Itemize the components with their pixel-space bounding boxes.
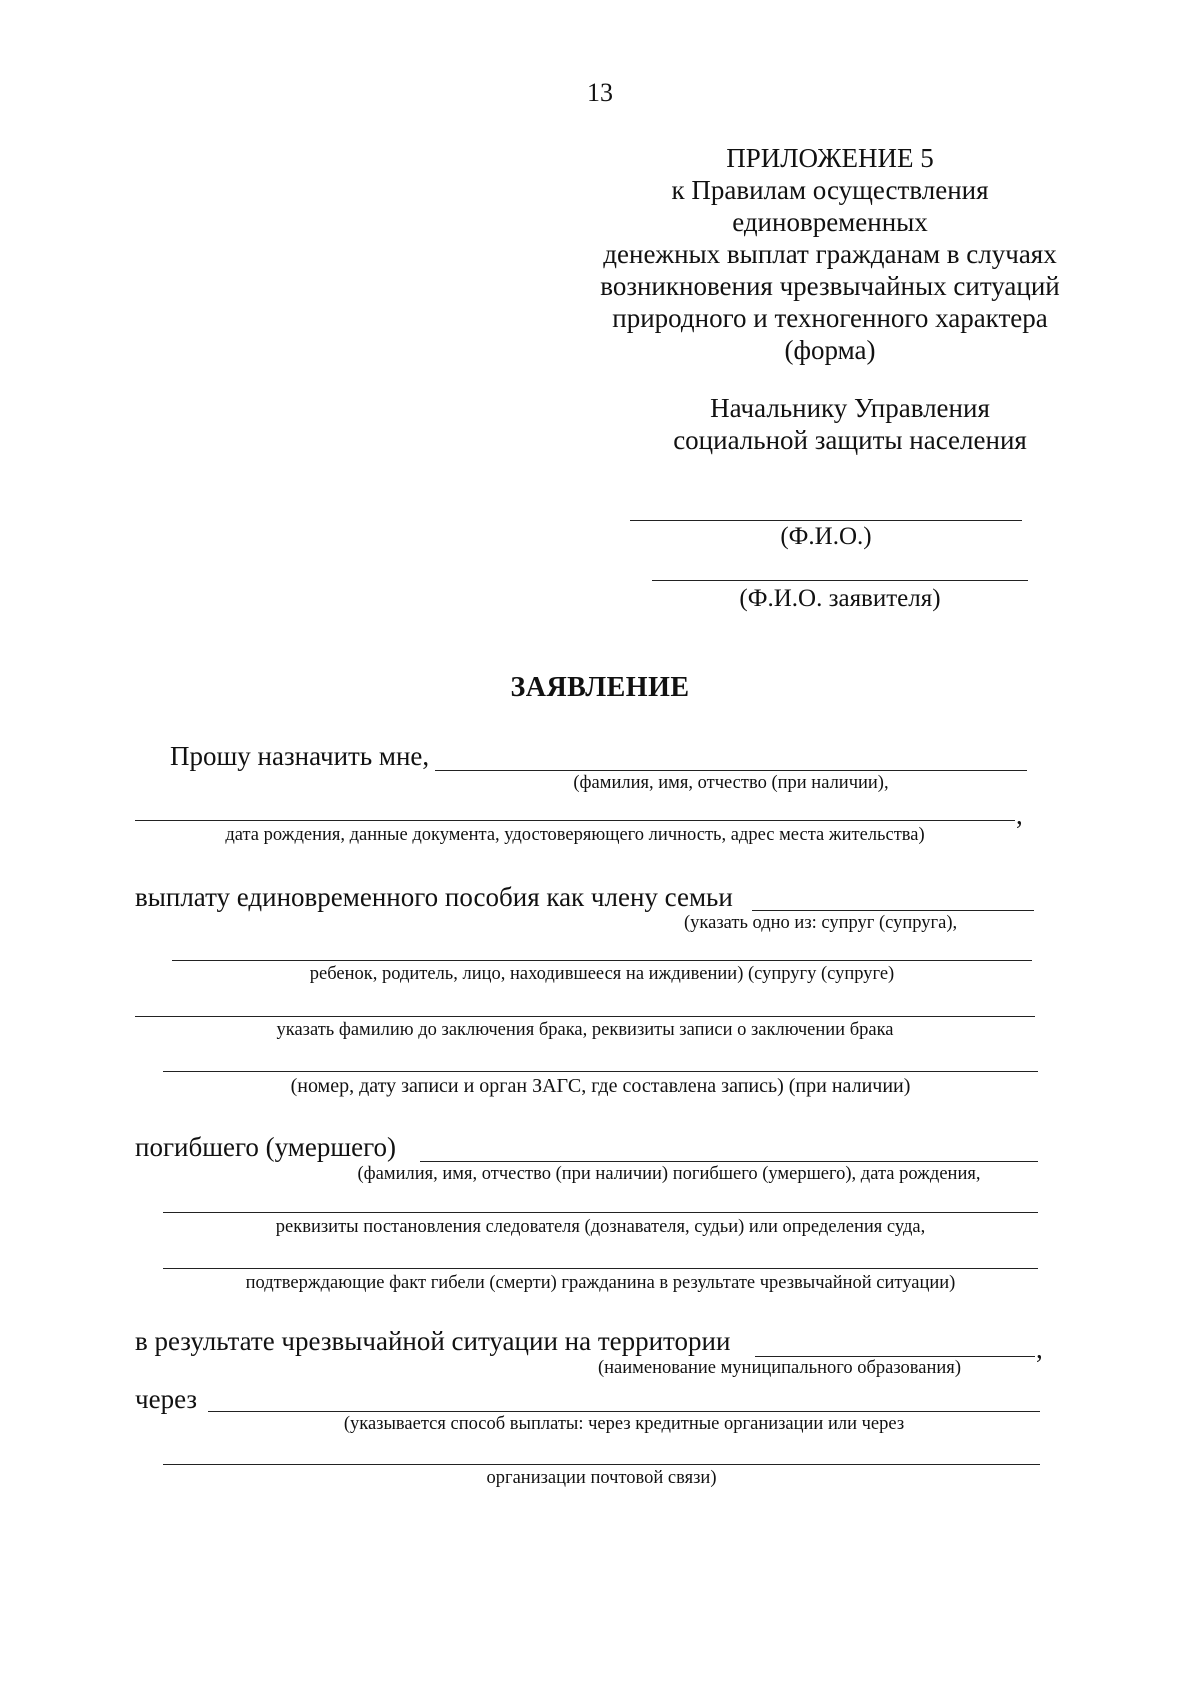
deceased-field-3[interactable] xyxy=(163,1268,1038,1269)
addressee-line: социальной защиты населения xyxy=(673,425,1027,455)
request-label: Прошу назначить мне, xyxy=(170,741,430,771)
addressee-block xyxy=(640,392,1060,456)
territory-field[interactable] xyxy=(755,1356,1035,1357)
deceased-hint: реквизиты постановления следователя (дознавателя, судьи) или определения суда, xyxy=(275,1217,926,1237)
appendix-header xyxy=(560,142,1100,366)
addressee-line: Начальнику Управления xyxy=(710,393,990,423)
deceased-hint: подтверждающие факт гибели (смерти) гражданина в результате чрезвычайной ситуации) xyxy=(245,1273,956,1293)
applicant-name-caption: (Ф.И.О. заявителя) xyxy=(739,585,941,612)
family-hint: (указать одно из: супруг (супруга), xyxy=(684,913,958,933)
territory-hint: (наименование муниципального образования) xyxy=(598,1358,961,1378)
deceased-label: погибшего (умершего) xyxy=(135,1132,397,1162)
request-hint: (фамилия, имя, отчество (при наличии), xyxy=(573,773,889,793)
appendix-line: возникновения чрезвычайных ситуаций xyxy=(600,271,1060,301)
deceased-name-field[interactable] xyxy=(420,1161,1038,1162)
family-hint: (номер, дату записи и орган ЗАГС, где составлена запись) (при наличии) xyxy=(290,1075,911,1097)
appendix-line: ПРИЛОЖЕНИЕ 5 xyxy=(726,143,934,173)
family-field-3[interactable] xyxy=(135,1016,1035,1017)
identity-hint: дата рождения, данные документа, удостоверяющего личность, адрес места жительства) xyxy=(225,825,925,845)
applicant-name-field[interactable] xyxy=(652,580,1028,581)
deceased-field-2[interactable] xyxy=(163,1212,1038,1213)
applicant-identity-field[interactable] xyxy=(135,820,1015,821)
payment-method-field[interactable] xyxy=(208,1411,1040,1412)
appendix-line: к Правилам осуществления xyxy=(671,175,989,205)
family-field-2[interactable] xyxy=(172,960,1032,961)
head-name-caption: (Ф.И.О.) xyxy=(780,523,872,550)
appendix-line: единовременных xyxy=(732,207,928,237)
via-hint: (указывается способ выплаты: через кредитные организации или через xyxy=(343,1414,905,1434)
family-relation-field[interactable] xyxy=(752,910,1034,911)
appendix-line: природного и техногенного характера xyxy=(612,303,1048,333)
head-name-field[interactable] xyxy=(630,520,1022,521)
document-title: ЗАЯВЛЕНИЕ xyxy=(510,672,690,703)
via-label: через xyxy=(135,1384,198,1414)
applicant-fullname-field[interactable] xyxy=(435,770,1027,771)
territory-label: в результате чрезвычайной ситуации на территории xyxy=(135,1326,731,1356)
deceased-hint: (фамилия, имя, отчество (при наличии) погибшего (умершего), дата рождения, xyxy=(357,1164,981,1184)
appendix-line: денежных выплат гражданам в случаях xyxy=(603,239,1057,269)
via-hint: организации почтовой связи) xyxy=(486,1468,717,1488)
trailing-comma: , xyxy=(1016,800,1023,830)
payment-method-field-2[interactable] xyxy=(163,1464,1040,1465)
family-field-4[interactable] xyxy=(163,1071,1038,1072)
payment-label: выплату единовременного пособия как члену семьи xyxy=(135,882,733,912)
page-number: 13 xyxy=(587,78,613,107)
family-hint: ребенок, родитель, лицо, находившееся на иждивении) (супругу (супруге) xyxy=(309,964,895,984)
trailing-comma: , xyxy=(1036,1334,1043,1364)
appendix-line: (форма) xyxy=(784,335,876,365)
family-hint: указать фамилию до заключения брака, реквизиты записи о заключении брака xyxy=(276,1020,894,1040)
